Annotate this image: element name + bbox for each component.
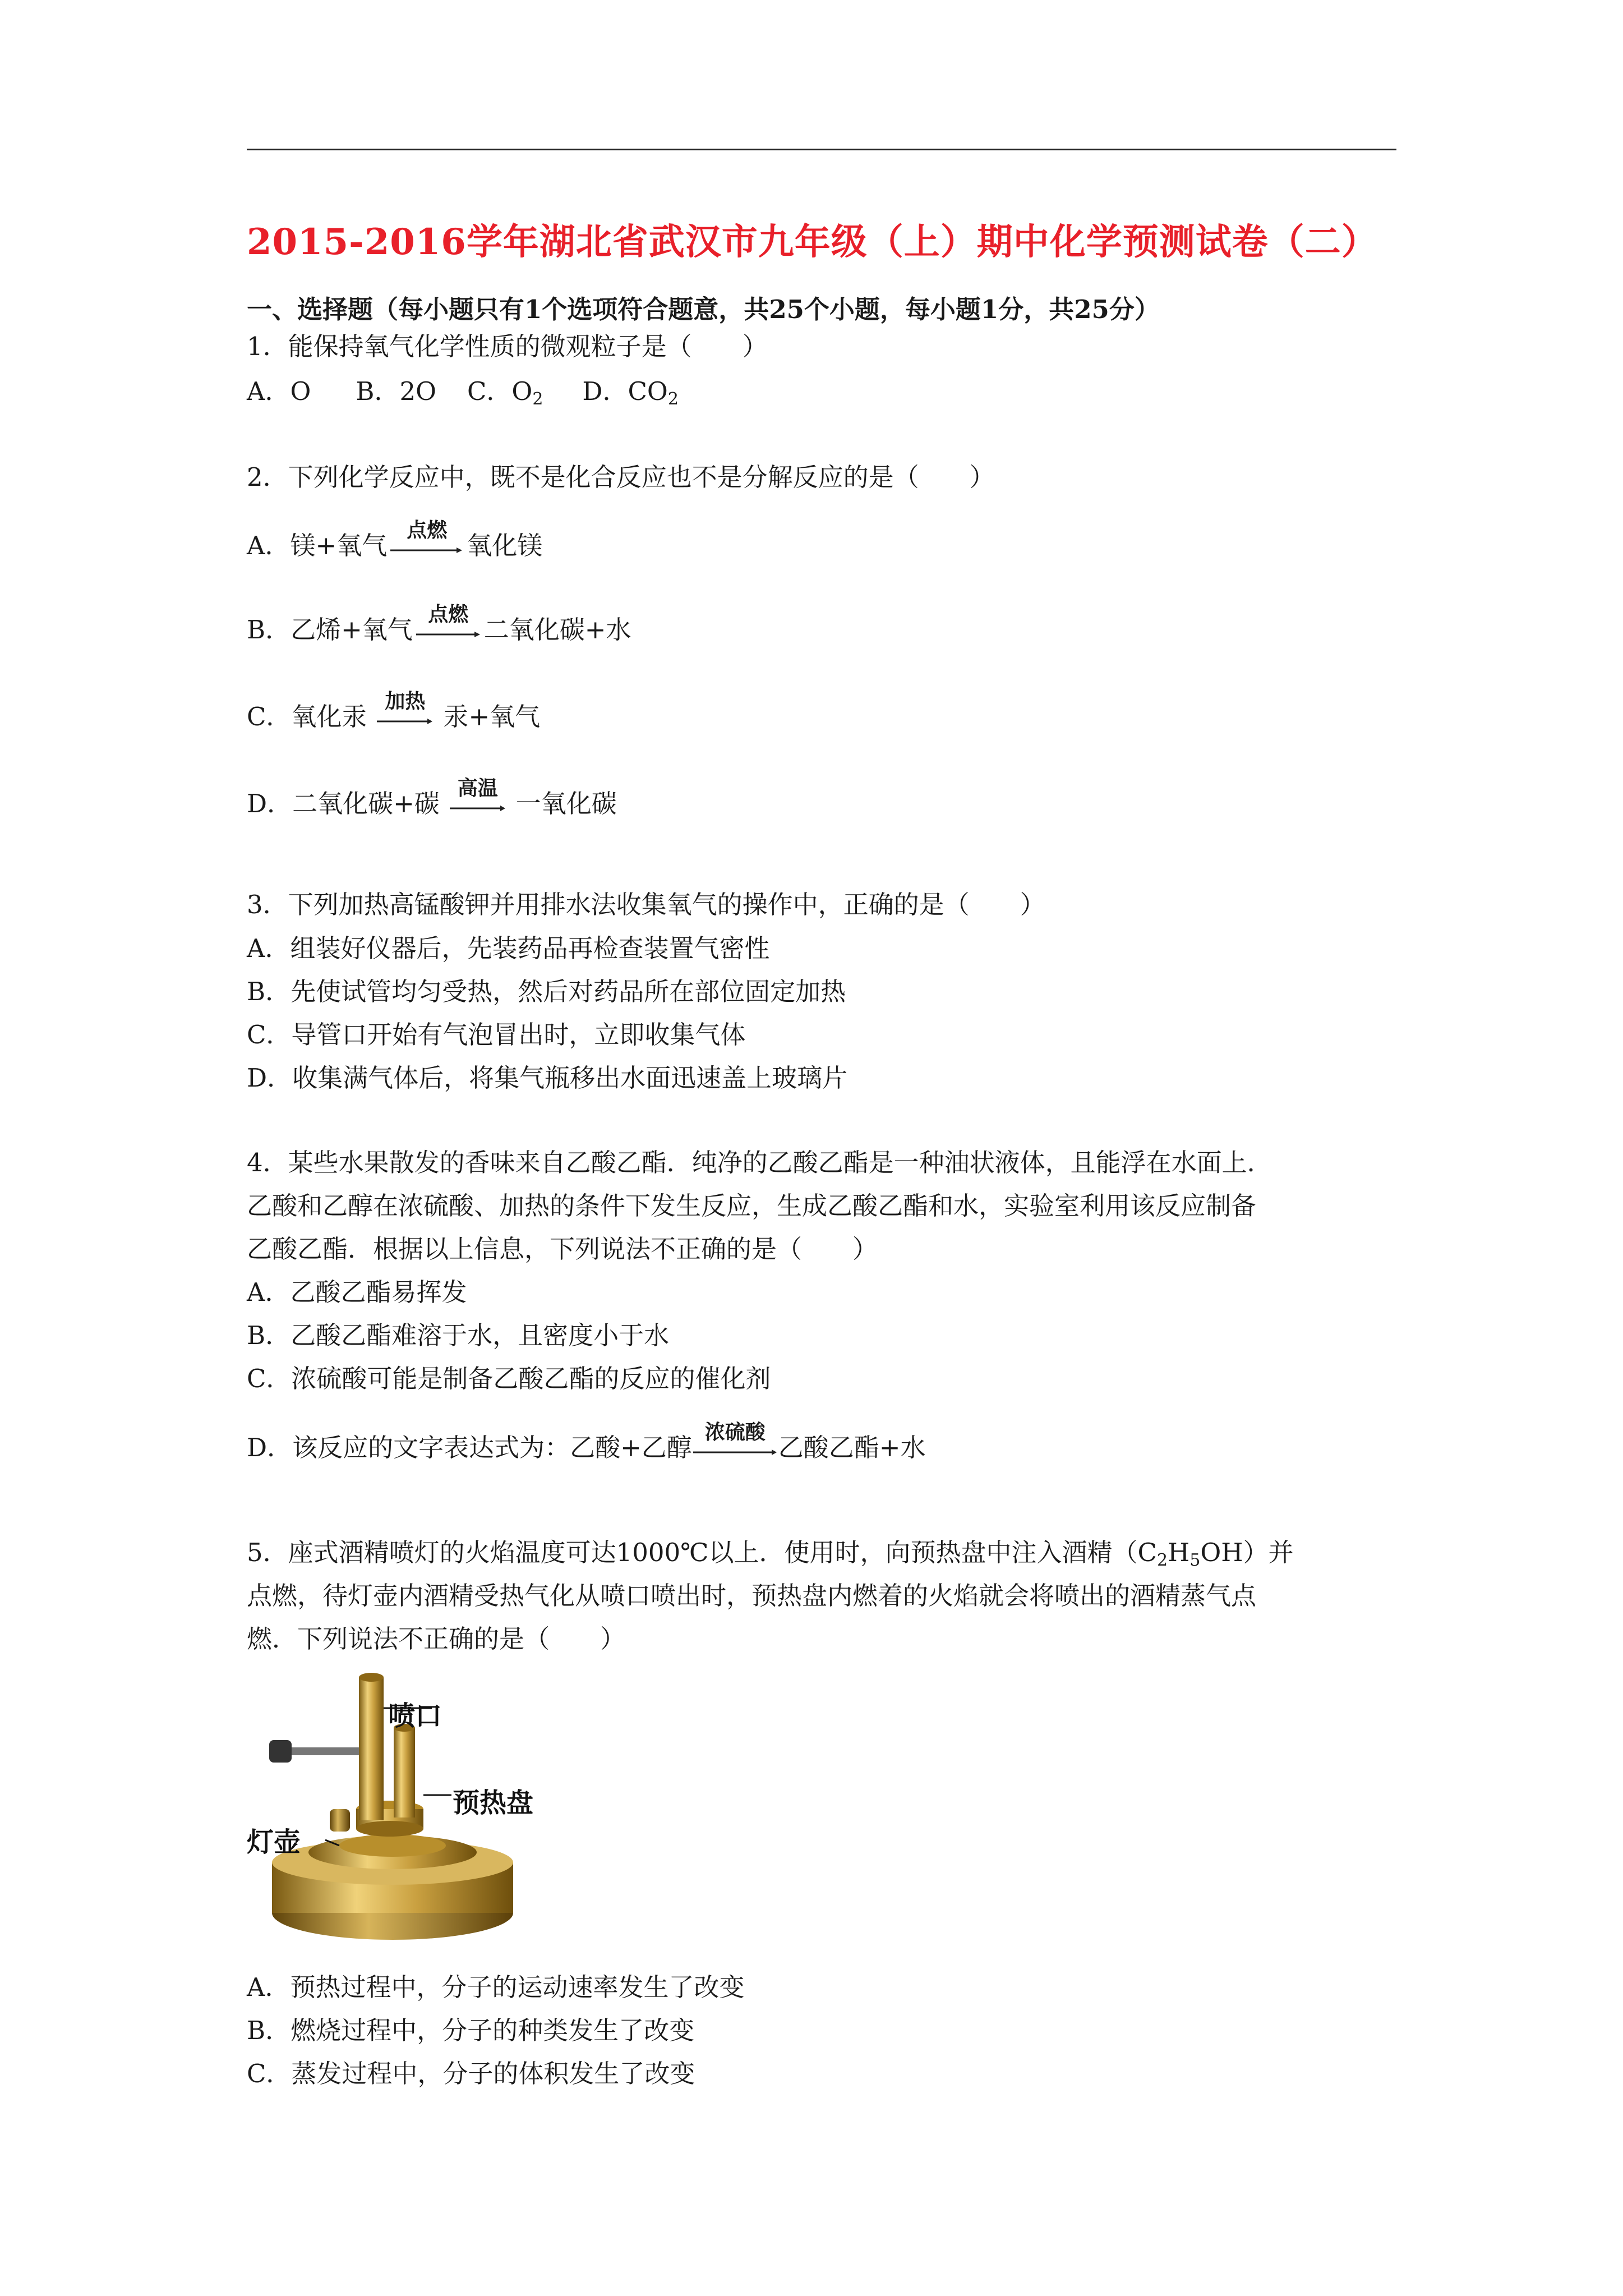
q3-stem: 3．下列加热高锰酸钾并用排水法收集氧气的操作中，正确的是（ ） — [247, 890, 1045, 919]
alcohol-burner-figure — [247, 1672, 578, 1952]
q1-option-d: D．$CO_2$ — [582, 376, 679, 409]
q2-option-b: B．乙烯+氧气 点燃 二氧化碳+水 — [247, 603, 631, 645]
q1-option-b: B．2O — [356, 376, 436, 406]
q5-stem-line-1: 5．座式酒精喷灯的火焰温度可达1000℃以上．使用时，向预热盘中注入酒精$(C_2H_5OH)$并 — [247, 1538, 1294, 1570]
reaction-arrow — [416, 603, 481, 638]
reaction-condition: 加热 — [385, 690, 426, 713]
q1-stem: 1．能保持氧气化学性质的微观粒子是（ ） — [247, 332, 768, 361]
reaction-arrow — [450, 777, 506, 812]
q4-stem-line-1: 4．某些水果散发的香味来自乙酸乙酯．纯净的乙酸乙酯是一种油状液体，且能浮在水面上． — [247, 1148, 1272, 1177]
q4-option-b: B．乙酸乙酯难溶于水，且密度小于水 — [247, 1320, 670, 1350]
q4-stem-line-3: 乙酸乙酯．根据以上信息，下列说法不正确的是（ ） — [247, 1234, 878, 1264]
q4-option-c: C．浓硫酸可能是制备乙酸乙酯的反应的催化剂 — [247, 1364, 771, 1393]
q5-stem-line-2: 点燃，待灯壶内酒精受热气化从喷口喷出时，预热盘内燃着的火焰就会将喷出的酒精蒸气点 — [247, 1581, 1257, 1611]
q2-option-a: A．镁+氧气 点燃 氧化镁 — [247, 519, 543, 560]
q3-option-a: A．组装好仪器后，先装药品再检查装置气密性 — [247, 933, 770, 963]
q5-stem-line-3: 燃．下列说法不正确的是（ ） — [247, 1624, 626, 1654]
q2-stem: 2．下列化学反应中，既不是化合反应也不是分解反应的是（ ） — [247, 462, 995, 492]
q2-option-d: D．二氧化碳+碳 高温 一氧化碳 — [247, 777, 617, 818]
label-preheat-tray: 预热盘 — [453, 1787, 534, 1819]
reaction-condition: 点燃 — [407, 519, 448, 542]
reaction-arrow — [377, 690, 433, 725]
q2-option-c: C．氧化汞 加热 汞+氧气 — [247, 690, 541, 731]
q5-option-c: C．蒸发过程中，分子的体积发生了改变 — [247, 2059, 695, 2088]
q4-option-a: A．乙酸乙酯易挥发 — [247, 1277, 467, 1307]
q1-option-a: A．O — [247, 376, 311, 406]
reaction-condition: 点燃 — [428, 603, 469, 626]
page-title: 2015-2016学年湖北省武汉市九年级（上）期中化学预测试卷（二） — [247, 221, 1378, 263]
reaction-arrow — [390, 519, 463, 554]
q1-options — [247, 376, 679, 409]
q5-option-a: A．预热过程中，分子的运动速率发生了改变 — [247, 1972, 745, 2002]
q4-stem-line-2: 乙酸和乙醇在浓硫酸、加热的条件下发生反应，生成乙酸乙酯和水，实验室利用该反应制备 — [247, 1191, 1257, 1221]
reaction-arrow — [693, 1421, 777, 1456]
reaction-condition: 浓硫酸 — [704, 1421, 766, 1444]
label-lamp-pot: 灯壶 — [247, 1826, 301, 1858]
q3-option-d: D．收集满气体后，将集气瓶移出水面迅速盖上玻璃片 — [247, 1063, 848, 1093]
header-rule — [247, 149, 1396, 150]
q5-option-b: B．燃烧过程中，分子的种类发生了改变 — [247, 2016, 695, 2045]
q1-option-c: C．$O_2$ — [467, 376, 543, 409]
section-heading: 一、选择题（每小题只有1个选项符合题意，共25个小题，每小题1分，共25分） — [247, 295, 1160, 324]
label-nozzle: 喷口 — [388, 1700, 442, 1732]
q4-option-d: D．该反应的文字表达式为：乙酸+乙醇 浓硫酸 乙酸乙酯+水 — [247, 1421, 926, 1462]
reaction-condition: 高温 — [457, 777, 498, 800]
q3-option-c: C．导管口开始有气泡冒出时，立即收集气体 — [247, 1020, 746, 1050]
q3-option-b: B．先使试管均匀受热，然后对药品所在部位固定加热 — [247, 977, 846, 1006]
